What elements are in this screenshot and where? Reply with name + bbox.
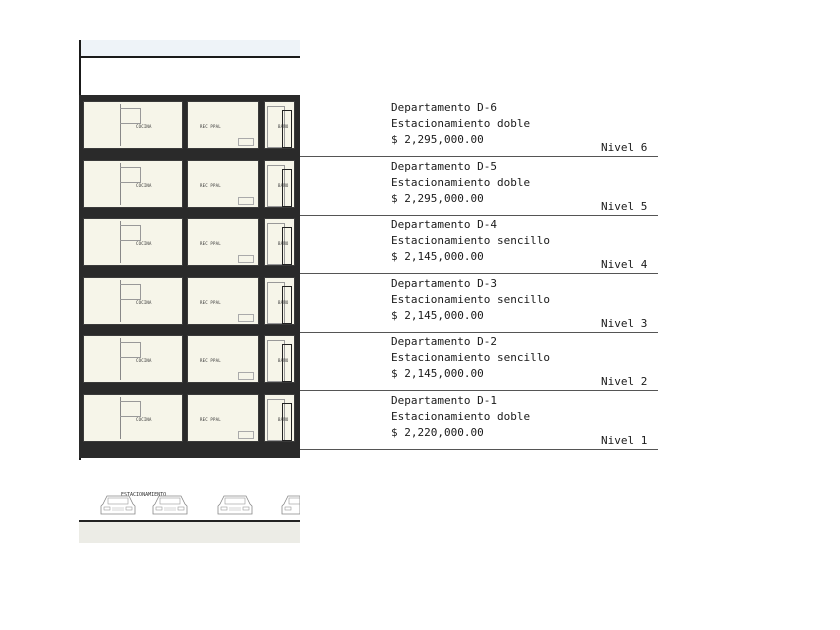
- unit-price: $ 2,295,000.00: [391, 133, 484, 146]
- bathroom-label: BAÑO: [278, 358, 289, 363]
- car-icon: [99, 492, 137, 518]
- unit-name: Departamento D-6: [391, 101, 497, 114]
- kitchen-label: COCINA: [136, 182, 152, 188]
- unit-parking: Estacionamiento sencillo: [391, 292, 550, 306]
- level-line: [300, 273, 658, 274]
- unit-name: Departamento D-5: [391, 159, 497, 173]
- level-line: [300, 332, 658, 333]
- counter-block: [120, 225, 141, 241]
- closet: [238, 372, 254, 380]
- kitchen-room: [83, 277, 183, 325]
- level-line: [300, 449, 658, 450]
- bath-door: [282, 286, 292, 324]
- bath-door: [282, 110, 292, 148]
- unit-info: [391, 393, 530, 441]
- counter-block: [120, 342, 141, 358]
- kitchen-label: COCINA: [136, 124, 152, 129]
- bathroom-label: BAÑO: [278, 416, 289, 422]
- counter-block: [120, 401, 141, 417]
- bathroom-room: [264, 101, 295, 149]
- unit-parking: Estacionamiento doble: [391, 410, 531, 423]
- kitchen-room: [83, 218, 183, 266]
- parking-label: ESTACIONAMIENTO: [121, 492, 167, 498]
- level-label: Nivel 6: [601, 141, 648, 154]
- unit-price: $ 2,145,000.00: [391, 367, 484, 381]
- bedroom-room: [187, 394, 259, 442]
- bedroom-label: REC PPAL: [200, 241, 221, 246]
- bedroom-label: REC PPAL: [200, 416, 221, 422]
- bathroom-room: [264, 160, 295, 208]
- unit-info: [391, 334, 550, 382]
- unit-price: $ 2,145,000.00: [391, 250, 484, 264]
- closet: [238, 314, 254, 322]
- level-line: [300, 215, 658, 216]
- unit-parking: Estacionamiento doble: [391, 175, 531, 189]
- unit-price: $ 2,145,000.00: [391, 308, 484, 322]
- closet: [238, 255, 254, 263]
- unit-name: Departamento D-4: [391, 218, 497, 232]
- bedroom-label: REC PPAL: [200, 124, 221, 129]
- kitchen-room: [83, 394, 183, 442]
- level-line: [300, 390, 658, 391]
- kitchen-label: COCINA: [136, 241, 152, 246]
- sky-band: [79, 40, 300, 56]
- unit-parking: Estacionamiento sencillo: [391, 234, 550, 248]
- level-label: Nivel 5: [601, 199, 648, 213]
- kitchen-label: COCINA: [136, 358, 152, 363]
- bath-door: [282, 344, 292, 382]
- bath-door: [282, 403, 292, 441]
- level-label: Nivel 4: [601, 258, 648, 272]
- kitchen-label: COCINA: [136, 299, 152, 305]
- bathroom-label: BAÑO: [278, 124, 289, 129]
- bathroom-label: BAÑO: [278, 299, 289, 305]
- bath-door: [282, 227, 292, 265]
- unit-parking: Estacionamiento doble: [391, 117, 531, 130]
- bathroom-room: [264, 335, 295, 383]
- bedroom-room: [187, 218, 259, 266]
- unit-parking: Estacionamiento sencillo: [391, 351, 550, 365]
- level-label: Nivel 2: [601, 375, 648, 389]
- bedroom-label: REC PPAL: [200, 358, 221, 363]
- kitchen-room: [83, 101, 183, 149]
- bathroom-room: [264, 277, 295, 325]
- bathroom-room: [264, 218, 295, 266]
- bathroom-label: BAÑO: [278, 182, 289, 188]
- floor-plan-level: [83, 97, 295, 149]
- level-line: [300, 156, 658, 157]
- bedroom-room: [187, 101, 259, 149]
- bathroom-room: [264, 394, 295, 442]
- ground: [79, 522, 300, 543]
- floor-plan-level: [83, 214, 295, 266]
- floor-plan-level: [83, 390, 295, 442]
- bedroom-label: REC PPAL: [200, 299, 221, 305]
- floor-plan-level: [83, 331, 295, 383]
- unit-name: Departamento D-3: [391, 276, 497, 290]
- bedroom-room: [187, 160, 259, 208]
- bath-door: [282, 169, 292, 207]
- car-icon: [280, 492, 300, 518]
- roof-line: [79, 56, 300, 58]
- kitchen-label: COCINA: [136, 416, 152, 422]
- unit-name: Departamento D-2: [391, 335, 497, 349]
- building-facade: [79, 95, 300, 458]
- bedroom-room: [187, 277, 259, 325]
- parking-area: [79, 475, 300, 543]
- floor-plan-level: [83, 273, 295, 325]
- unit-info: [391, 100, 530, 148]
- car-icon: [216, 492, 254, 518]
- unit-price: $ 2,220,000.00: [391, 426, 484, 439]
- unit-price: $ 2,295,000.00: [391, 191, 484, 205]
- counter-block: [120, 108, 141, 124]
- unit-info: [391, 276, 550, 324]
- kitchen-room: [83, 335, 183, 383]
- counter-block: [120, 167, 141, 183]
- level-label: Nivel 1: [601, 434, 648, 447]
- closet: [238, 431, 254, 439]
- bathroom-label: BAÑO: [278, 241, 289, 246]
- counter-block: [120, 284, 141, 300]
- unit-info: [391, 159, 530, 207]
- closet: [238, 138, 254, 146]
- unit-name: Departamento D-1: [391, 394, 497, 407]
- car-icon: [151, 492, 189, 518]
- kitchen-room: [83, 160, 183, 208]
- level-label: Nivel 3: [601, 316, 648, 330]
- bedroom-label: REC PPAL: [200, 182, 221, 188]
- closet: [238, 197, 254, 205]
- bedroom-room: [187, 335, 259, 383]
- unit-info: [391, 217, 550, 265]
- floor-plan-level: [83, 156, 295, 208]
